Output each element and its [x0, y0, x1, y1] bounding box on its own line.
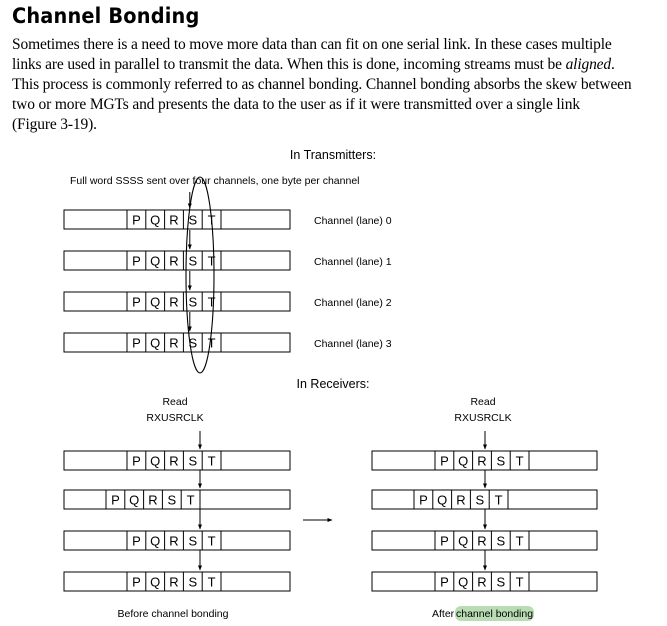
rx-after-2-cell-r: R — [477, 533, 487, 549]
before-caption: Before channel bonding — [117, 608, 229, 620]
rx-before-0-cell-r: R — [169, 453, 179, 469]
rx-before-3-cell-s: S — [188, 574, 198, 590]
rx-after-1-cell-r: R — [456, 492, 466, 508]
tx-3-cell-p: P — [132, 335, 141, 351]
rx-after-3-cell-p: P — [440, 574, 449, 590]
rx-after-1-lane-box — [372, 490, 597, 509]
rx-before-1-cell-p: P — [111, 492, 120, 508]
after-caption-highlighted: channel bonding — [456, 608, 534, 620]
lane-label-2: Channel (lane) 2 — [314, 297, 392, 309]
tx-3-cell-q: Q — [150, 335, 161, 351]
tx-1-cell-q: Q — [150, 253, 161, 269]
tx-0-cell-s: S — [188, 212, 198, 228]
paragraph-line-2-period: . — [611, 56, 615, 73]
rx-after-2-cell-p: P — [440, 533, 449, 549]
tx-1-cell-t: T — [207, 253, 216, 269]
tx-2-cell-q: Q — [150, 294, 161, 310]
rx-before-1-cell-q: Q — [129, 492, 140, 508]
rx-before-0-cell-q: Q — [150, 453, 161, 469]
rx-before-2-cell-t: T — [207, 533, 216, 549]
paragraph-line-3: This process is commonly referred to as channel bonding. Channel bonding absorbs the skew between — [12, 76, 632, 93]
rx-after-3-cell-t: T — [515, 574, 524, 590]
tx-2-cell-t: T — [207, 294, 216, 310]
rx-before-0-cell-p: P — [132, 453, 141, 469]
paragraph-line-2-text: links are used in parallel to transmit the data. When this is done, incoming streams must be — [12, 56, 566, 73]
rx-before-1-lane-box — [64, 490, 290, 509]
rx-before-0-cell-s: S — [188, 453, 198, 469]
tx-0-cell-p: P — [132, 212, 141, 228]
rx-before-2-cell-q: Q — [150, 533, 161, 549]
rx-before-3-cell-t: T — [207, 574, 216, 590]
emphasis-aligned: aligned — [565, 56, 612, 73]
tx-0-cell-q: Q — [150, 212, 161, 228]
clock-label-before: RXUSRCLK — [146, 412, 204, 424]
rx-after-0-cell-q: Q — [458, 453, 469, 469]
after-caption-prefix: After — [432, 608, 455, 620]
rx-before-1-cell-t: T — [186, 492, 195, 508]
tx-2-cell-s: S — [188, 294, 198, 310]
rx-after-2-cell-q: Q — [458, 533, 469, 549]
paragraph-line-4: two or more MGTs and presents the data to the user as if it were transmitted over a single link — [12, 96, 580, 113]
rx-after-0-cell-p: P — [440, 453, 449, 469]
clock-label-after: RXUSRCLK — [454, 412, 512, 424]
rx-before-2-cell-p: P — [132, 533, 141, 549]
paragraph-line-1: Sometimes there is a need to move more data than can fit on one serial link. In these cases multiple — [12, 36, 612, 53]
transmitters-heading: In Transmitters: — [289, 148, 377, 162]
rx-before-3-cell-p: P — [132, 574, 141, 590]
rx-after-3-cell-s: S — [496, 574, 506, 590]
rx-before-2-cell-r: R — [169, 533, 179, 549]
rx-before-1-cell-s: S — [167, 492, 177, 508]
rx-after-2-cell-t: T — [515, 533, 524, 549]
rx-after-1-cell-p: P — [419, 492, 428, 508]
rx-after-0-cell-r: R — [477, 453, 487, 469]
receivers-heading: In Receivers: — [296, 377, 370, 391]
tx-1-cell-p: P — [132, 253, 141, 269]
tx-1-cell-r: R — [169, 253, 179, 269]
rx-before-0-cell-t: T — [207, 453, 216, 469]
rx-after-1-cell-t: T — [494, 492, 503, 508]
lane-label-1: Channel (lane) 1 — [314, 256, 392, 268]
rx-before-3-cell-q: Q — [150, 574, 161, 590]
lane-label-0: Channel (lane) 0 — [314, 215, 392, 227]
read-label-before: Read — [162, 396, 188, 408]
rx-after-0-cell-s: S — [496, 453, 506, 469]
rx-before-1-cell-r: R — [148, 492, 158, 508]
rx-after-0-cell-t: T — [515, 453, 524, 469]
lane-label-3: Channel (lane) 3 — [314, 338, 392, 350]
rx-before-2-cell-s: S — [188, 533, 198, 549]
rx-after-3-cell-q: Q — [458, 574, 469, 590]
paragraph-line-5: (Figure 3-19). — [12, 116, 97, 133]
rx-after-1-cell-s: S — [475, 492, 485, 508]
rx-after-3-cell-r: R — [477, 574, 487, 590]
page-title: Channel Bonding — [12, 4, 200, 28]
read-label-after: Read — [470, 396, 496, 408]
rx-before-3-cell-r: R — [169, 574, 179, 590]
tx-3-cell-t: T — [207, 335, 216, 351]
rx-after-2-cell-s: S — [496, 533, 506, 549]
tx-2-cell-p: P — [132, 294, 141, 310]
tx-0-cell-t: T — [207, 212, 216, 228]
tx-2-cell-r: R — [169, 294, 179, 310]
tx-3-cell-s: S — [188, 335, 198, 351]
transmitters-note: Full word SSSS sent over four channels, one byte per channel — [70, 175, 360, 187]
tx-0-cell-r: R — [169, 212, 179, 228]
tx-1-cell-s: S — [188, 253, 198, 269]
tx-3-cell-r: R — [169, 335, 179, 351]
rx-after-1-cell-q: Q — [437, 492, 448, 508]
